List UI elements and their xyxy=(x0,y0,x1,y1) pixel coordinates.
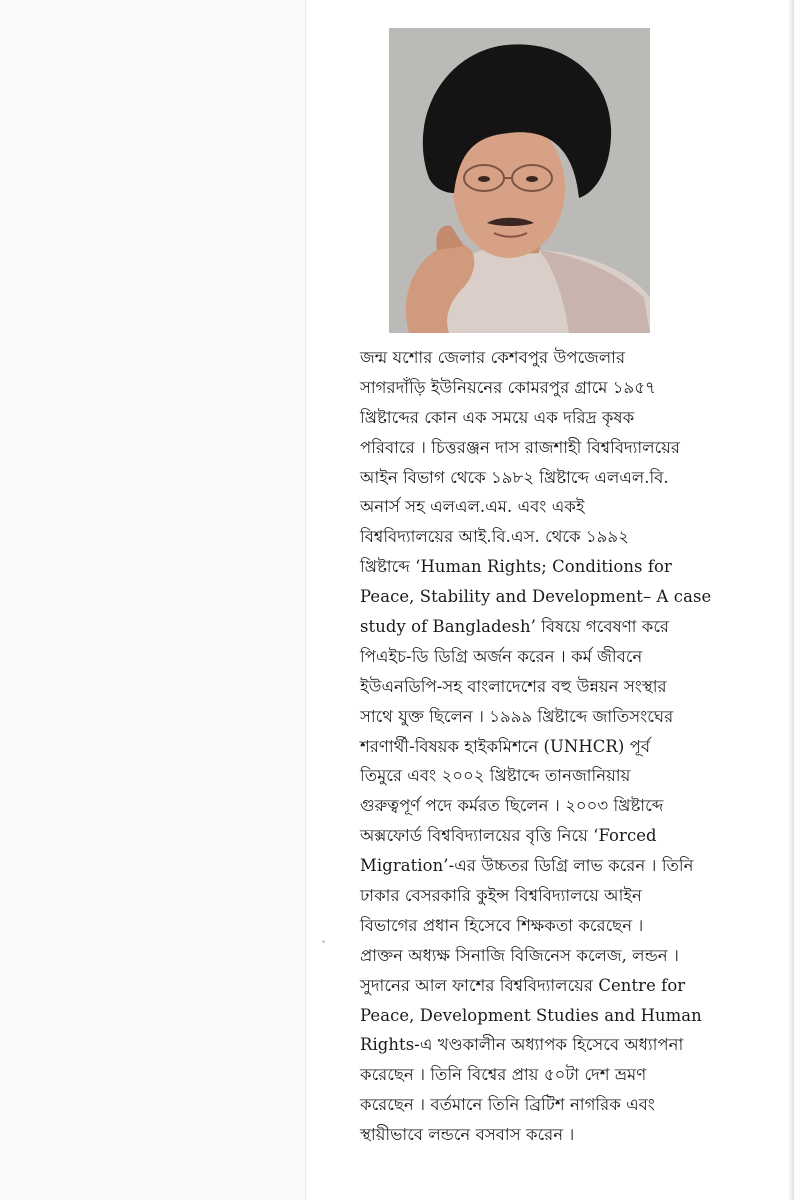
bio-line: বিশ্ববিদ্যালয়ের আই.বি.এস. থেকে ১৯৯২ xyxy=(360,527,629,547)
right-eye xyxy=(526,176,538,182)
bio-line: প্রাক্তন অধ্যক্ষ সিনাজি বিজিনেস কলেজ, লন্ডন । xyxy=(360,945,679,965)
author-portrait-drawing xyxy=(389,28,650,333)
bio-line: বিভাগের প্রধান হিসেবে শিক্ষকতা করেছেন । xyxy=(360,915,644,935)
bio-line: সাথে যুক্ত ছিলেন । ১৯৯৯ খ্রিষ্টাব্দে জাতিসংঘের xyxy=(360,706,674,726)
bio-line: গুরুত্বপূর্ণ পদে কর্মরত ছিলেন । ২০০৩ খ্রিষ্টাব্দে xyxy=(360,796,664,816)
bio-line: Peace, Stability and Development– A case xyxy=(360,587,712,607)
bio-line: Rights-এ খণ্ডকালীন অধ্যাপক হিসেবে অধ্যাপনা xyxy=(360,1035,684,1055)
bio-line: শরণার্থী-বিষয়ক হাইকমিশনে (UNHCR) পূর্ব xyxy=(360,736,651,756)
blank-left-page xyxy=(0,0,305,1200)
bio-line: খ্রিষ্টাব্দের কোন এক সময়ে এক দরিদ্র কৃষক xyxy=(360,407,635,427)
bio-line: করেছেন । তিনি বিশ্বের প্রায় ৫০টা দেশ ভ্রমণ xyxy=(360,1065,647,1085)
bio-line: ঢাকার বেসরকারি কুইন্স বিশ্ববিদ্যালয়ে আইন xyxy=(360,886,642,906)
author-portrait xyxy=(389,28,650,333)
page-edge-shadow xyxy=(788,0,794,1200)
bio-line: পিএইচ-ডি ডিগ্রি অর্জন করেন । কর্ম জীবনে xyxy=(360,646,643,666)
bio-line: জন্ম যশোর জেলার কেশবপুর উপজেলার xyxy=(360,348,626,367)
bio-line: ইউএনডিপি-সহ বাংলাদেশের বহু উন্নয়ন সংস্থার xyxy=(360,676,667,696)
paper-speck xyxy=(322,940,325,943)
left-eye xyxy=(478,176,490,182)
bio-line: আইন বিভাগ থেকে ১৯৮২ খ্রিষ্টাব্দে এলএল.বি. xyxy=(360,467,669,487)
bio-line: সাগরদাঁড়ি ইউনিয়নের কোমরপুর গ্রামে ১৯৫৭ xyxy=(360,377,656,397)
bio-line: তিমুরে এবং ২০০২ খ্রিষ্টাব্দে তানজানিয়ায় xyxy=(360,766,631,786)
bio-line: study of Bangladesh’ বিষয়ে গবেষণা করে xyxy=(360,617,670,637)
bio-line: Peace, Development Studies and Human xyxy=(360,1005,702,1025)
bio-line: স্থায়ীভাবে লন্ডনে বসবাস করেন । xyxy=(360,1125,575,1145)
bio-line: Migration’-এর উচ্চতর ডিগ্রি লাভ করেন । তিনি xyxy=(360,856,694,876)
author-bio xyxy=(360,343,780,1150)
bio-line: করেছেন । বর্তমানে তিনি ব্রিটিশ নাগরিক এবং xyxy=(360,1095,655,1115)
bio-line: খ্রিষ্টাব্দে ‘Human Rights; Conditions for xyxy=(360,557,672,577)
bio-line: সুদানের আল ফাশের বিশ্ববিদ্যালয়ের Centre for xyxy=(360,975,686,995)
bio-line: পরিবারে । চিত্তরঞ্জন দাস রাজশাহী বিশ্ববিদ্যালয়ের xyxy=(360,437,681,457)
bio-line: অনার্স সহ এলএল.এম. এবং একই xyxy=(360,497,585,517)
bio-line: অক্সফোর্ড বিশ্ববিদ্যালয়ের বৃত্তি নিয়ে ‘Forced xyxy=(360,826,657,846)
